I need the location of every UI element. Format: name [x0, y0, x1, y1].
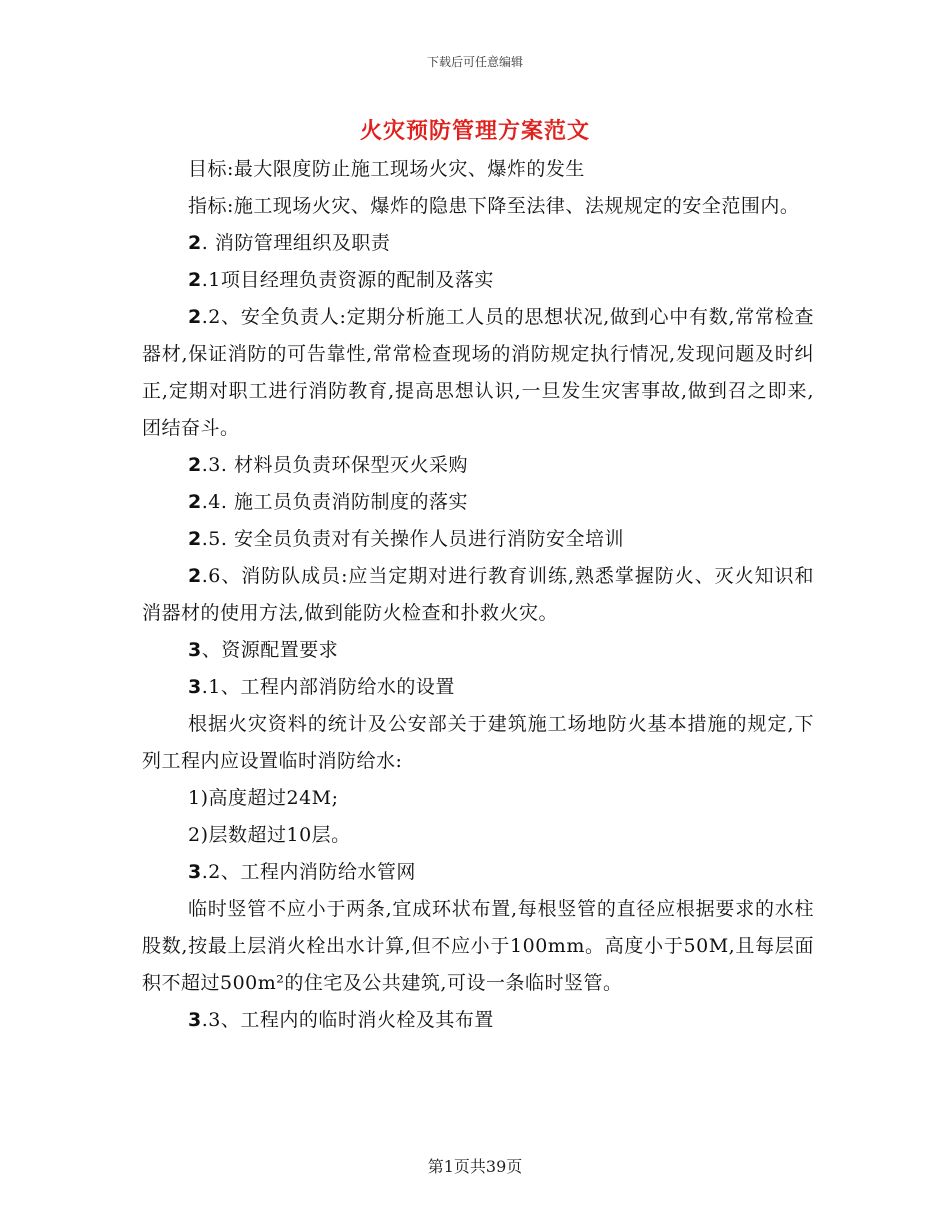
paragraph-text: 临时竖管不应小于两条,宜成环状布置,每根竖管的直径应根据要求的水柱股数,按最上层消火栓出水计算,但不应小于100mm。高度小于50M,且每层面积不超过500m²的住宅及公共建筑,可设一条临时竖管。 [142, 898, 814, 994]
section-number: 2 [188, 306, 202, 328]
section-number: 2 [188, 528, 202, 550]
paragraph-text: . 消防管理组织及职责 [201, 232, 391, 254]
paragraph-goal [142, 151, 814, 188]
section-number: 2 [188, 454, 202, 476]
list-item [142, 299, 814, 447]
paragraph-text: 2)层数超过10层。 [188, 824, 351, 846]
list-item [142, 558, 814, 632]
paragraph-text: .2、工程内消防给水管网 [201, 861, 416, 883]
section-number: 2 [188, 232, 202, 254]
section-number: 3 [188, 676, 202, 698]
list-item [142, 262, 814, 299]
paragraph-text: .6、消防队成员:应当定期对进行教育训练,熟悉掌握防火、灭火知识和消器材的使用方法,做到能防火检查和扑救火灾。 [142, 565, 814, 624]
section-heading [142, 225, 814, 262]
document-title: 火灾预防管理方案范文 [359, 118, 590, 144]
section-number: 3 [188, 1009, 202, 1031]
page-header: 下载后可任意编辑 [426, 55, 523, 69]
paragraph-text: 指标:施工现场火灾、爆炸的隐患下降至法律、法规规定的安全范围内。 [188, 195, 800, 217]
paragraph-text: .3、工程内的临时消火栓及其布置 [201, 1009, 494, 1031]
paragraph-text: .3. 材料员负责环保型灭火采购 [201, 454, 468, 476]
section-heading [142, 632, 814, 669]
list-item [142, 447, 814, 484]
paragraph-text: 、资源配置要求 [201, 639, 339, 661]
paragraph-text: .1项目经理负责资源的配制及落实 [201, 269, 494, 291]
section-number: 2 [188, 491, 202, 513]
paragraph-indicator [142, 188, 814, 225]
list-item [142, 484, 814, 521]
list-item [142, 521, 814, 558]
list-item [142, 780, 814, 817]
list-item [142, 669, 814, 706]
document-body [142, 151, 814, 1039]
section-number: 3 [188, 639, 202, 661]
list-item [142, 854, 814, 891]
page-footer: 第1页共39页 [427, 1157, 523, 1176]
list-item [142, 817, 814, 854]
paragraph-text: 目标:最大限度防止施工现场火灾、爆炸的发生 [188, 158, 585, 180]
paragraph-text: .1、工程内部消防给水的设置 [201, 676, 455, 698]
section-number: 2 [188, 565, 202, 587]
paragraph [142, 891, 814, 1002]
paragraph-text: .4. 施工员负责消防制度的落实 [201, 491, 468, 513]
paragraph-text: 根据火灾资料的统计及公安部关于建筑施工场地防火基本措施的规定,下列工程内应设置临时消防给水: [142, 713, 814, 772]
paragraph [142, 706, 814, 780]
paragraph-text: .5. 安全员负责对有关操作人员进行消防安全培训 [201, 528, 624, 550]
paragraph-text: .2、安全负责人:定期分析施工人员的思想状况,做到心中有数,常常检查器材,保证消防的可告靠性,常常检查现场的消防规定执行情况,发现问题及时纠正,定期对职工进行消防教育,提高思想认识,一旦发生灾害事故,做到召之即来,团结奋斗。 [142, 306, 814, 439]
section-number: 2 [188, 269, 202, 291]
list-item [142, 1002, 814, 1039]
section-number: 3 [188, 861, 202, 883]
paragraph-text: 1)高度超过24M; [188, 787, 339, 809]
